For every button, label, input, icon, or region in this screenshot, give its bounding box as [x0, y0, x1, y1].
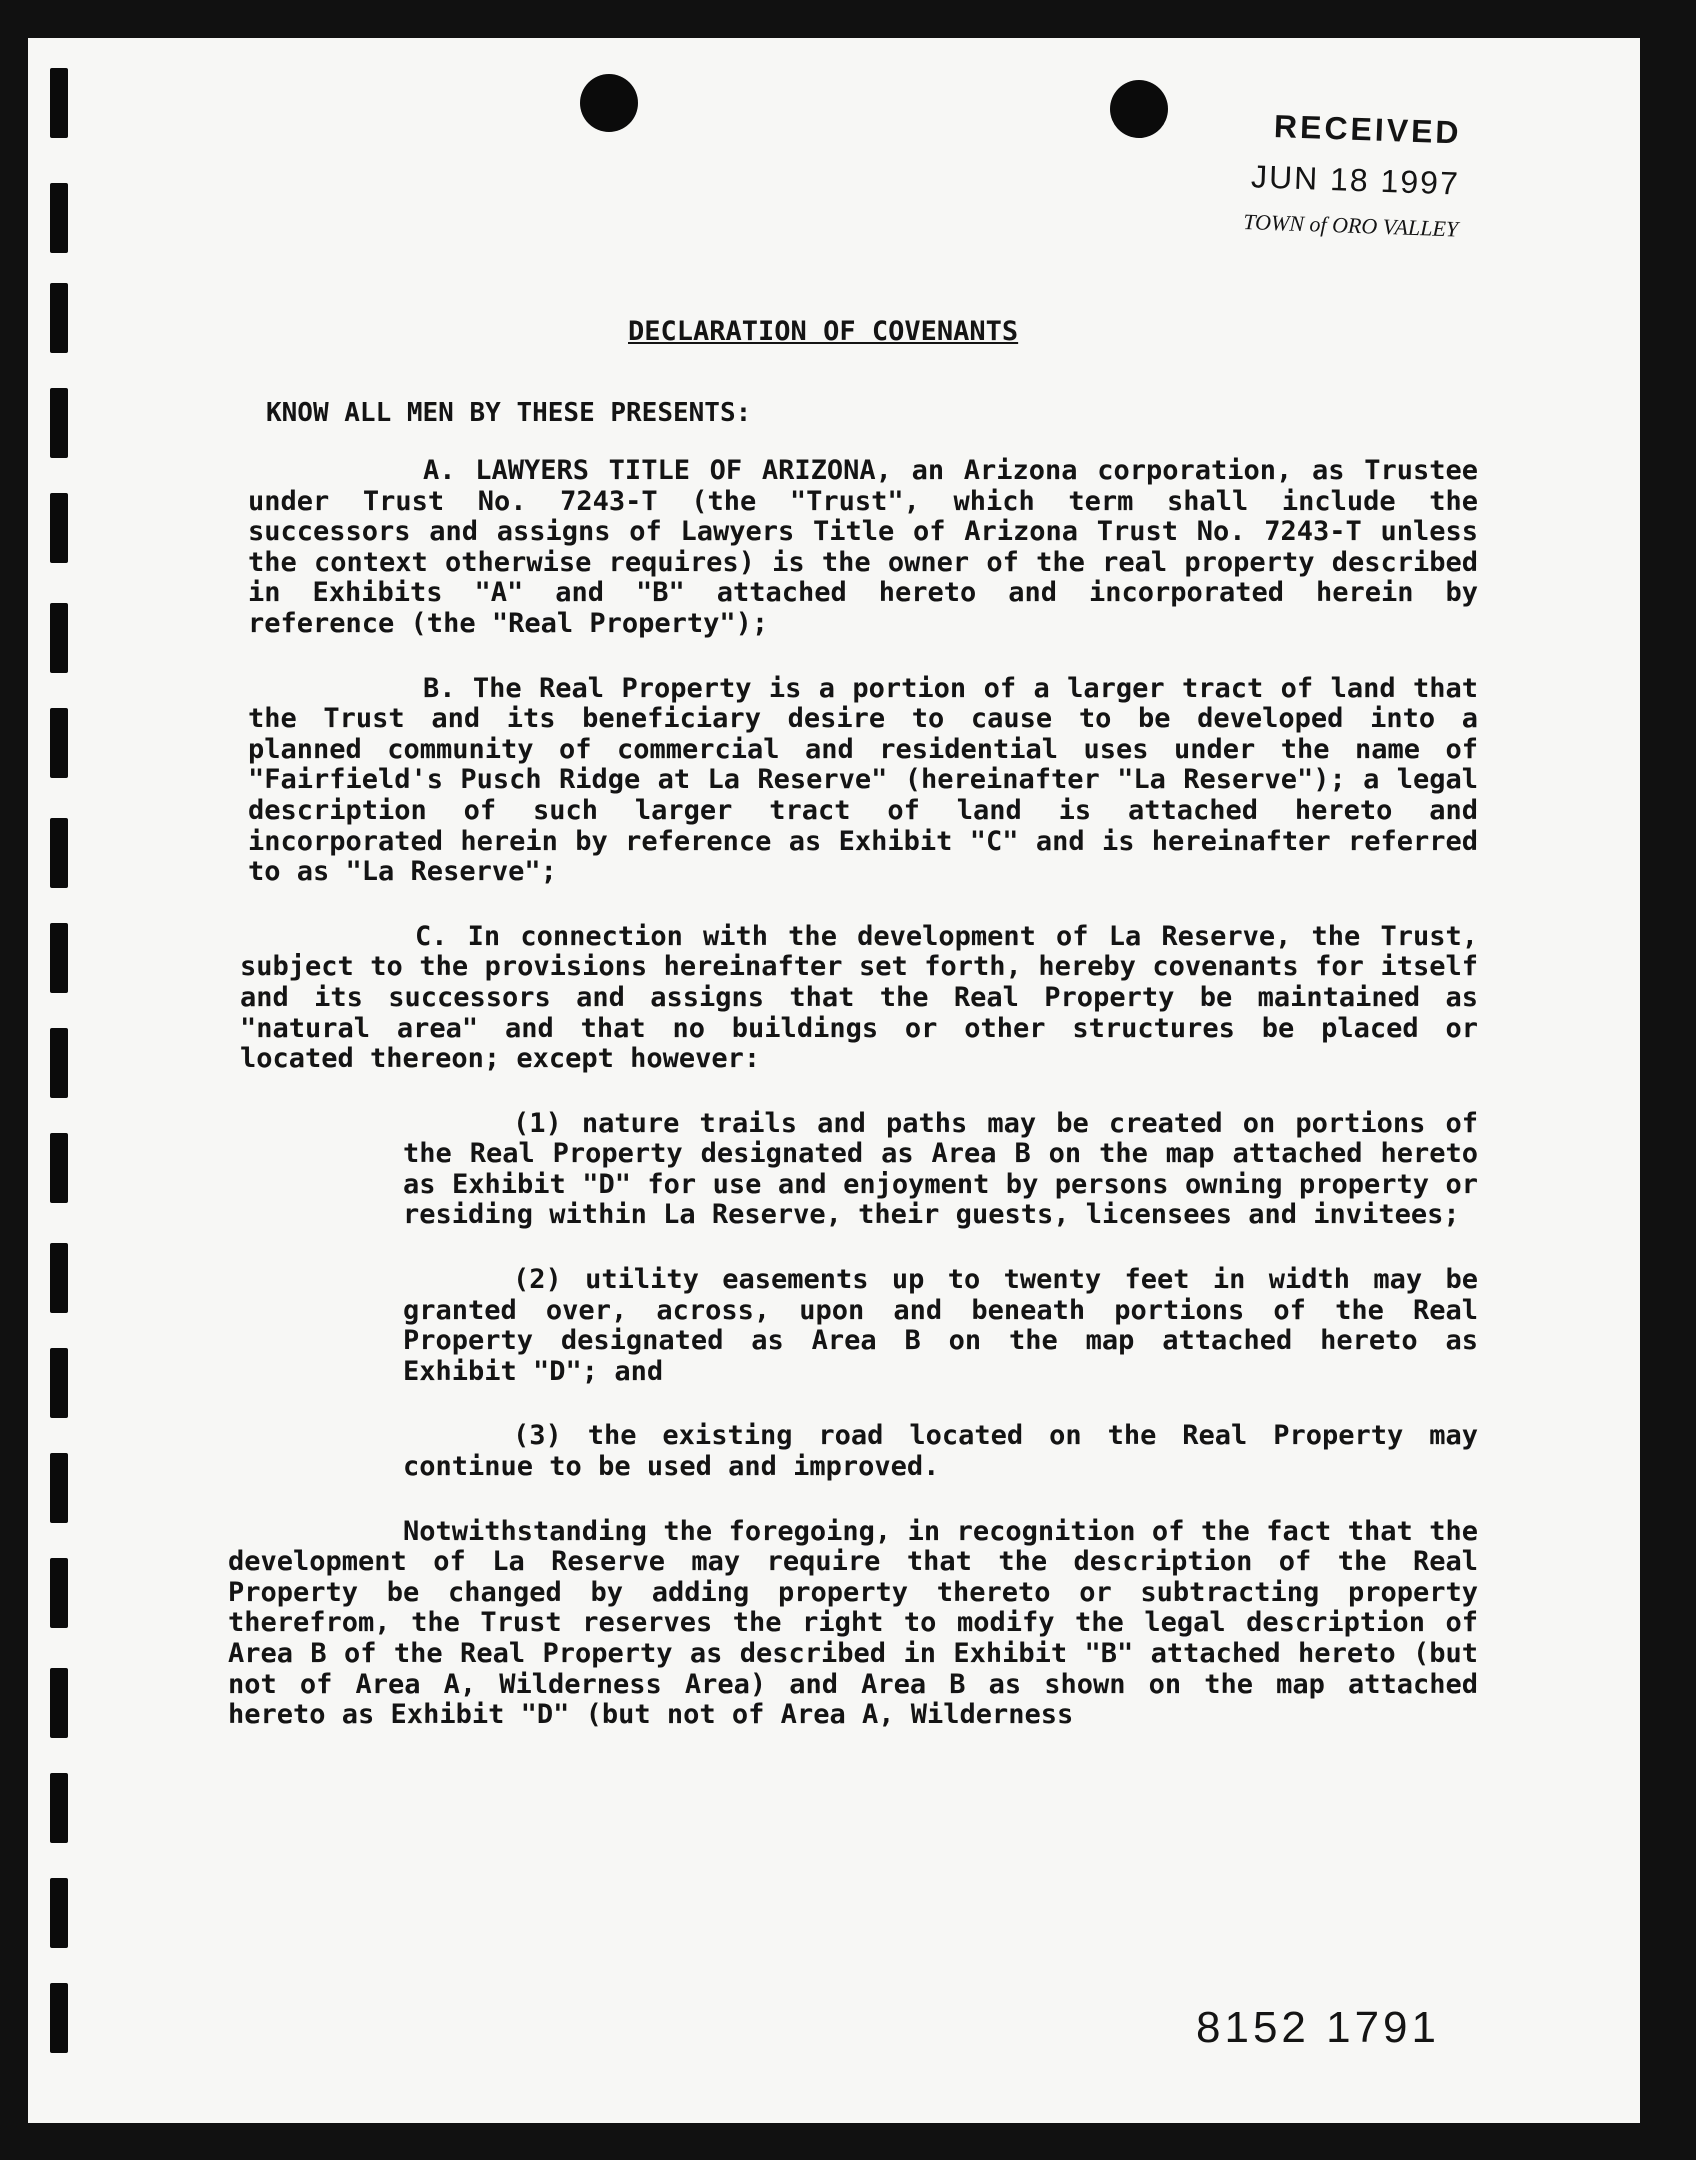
margin-mark	[50, 493, 68, 563]
margin-mark	[50, 603, 68, 673]
margin-mark	[50, 1453, 68, 1523]
margin-mark	[50, 1773, 68, 1843]
paragraph-a: A. LAWYERS TITLE OF ARIZONA, an Arizona corporation, as Trustee under Trust No. 7243-T (the "Trust", which term shall include the successors and assigns of Lawyers Title of Arizona Trust No. 7243-T unless the context otherwise requires) is the owner of the real property described in Exhibits "A" and "B" attached hereto and incorporated herein by reference (the "Real Property");	[248, 455, 1478, 639]
subparagraph-2: (2) utility easements up to twenty feet in width may be granted over, across, upon and beneath portions of the Real Property designated as Area B on the map attached hereto as Exhibit "D"; and	[403, 1264, 1478, 1387]
margin-mark	[50, 1668, 68, 1738]
margin-mark	[50, 1028, 68, 1098]
margin-mark	[50, 283, 68, 353]
page-number: 8152 1791	[1196, 2003, 1440, 2052]
stamp-town: TOWN of ORO VALLEY	[1242, 209, 1459, 242]
received-stamp	[1198, 106, 1462, 243]
margin-mark	[50, 708, 68, 778]
document-title: DECLARATION OF COVENANTS	[628, 316, 1019, 347]
margin-mark	[50, 1878, 68, 1948]
margin-mark	[50, 1348, 68, 1418]
stamp-received: RECEIVED	[1273, 108, 1463, 151]
margin-mark	[50, 923, 68, 993]
intro-line: KNOW ALL MEN BY THESE PRESENTS:	[266, 398, 752, 428]
subparagraph-1: (1) nature trails and paths may be created on portions of the Real Property designated as Area B on the map attached hereto as Exhibit "D" for use and enjoyment by persons owning property or residing within La Reserve, their guests, licensees and invitees;	[403, 1107, 1478, 1231]
margin-mark	[50, 183, 68, 253]
margin-mark	[50, 818, 68, 888]
paragraph-c: C. In connection with the development of La Reserve, the Trust, subject to the provisions hereinafter set forth, hereby covenants for itself and its successors and assigns that the Real Property be maintained as "natural area" and that no buildings or other structures be placed or located thereon; except however:	[240, 920, 1478, 1075]
margin-mark	[50, 68, 68, 138]
margin-mark	[50, 1243, 68, 1313]
punch-hole-right	[1110, 80, 1168, 138]
document-page	[28, 38, 1640, 2123]
paragraph-notwithstanding: Notwithstanding the foregoing, in recognition of the fact that the development of La Reserve may require that the description of the Real Property be changed by adding property thereto or subtracting property therefrom, the Trust reserves the right to modify the legal description of Area B of the Real Property as described in Exhibit "B" attached hereto (but not of Area A, Wilderness Area) and Area B as shown on the map attached hereto as Exhibit "D" (but not of Area A, Wilderness	[228, 1515, 1478, 1731]
subparagraph-3: (3) the existing road located on the Real Property may continue to be used and improved.	[403, 1420, 1478, 1483]
punch-hole-left	[580, 74, 638, 132]
margin-mark	[50, 388, 68, 458]
document-body	[228, 398, 1478, 1731]
margin-mark	[50, 1133, 68, 1203]
margin-mark	[50, 1558, 68, 1628]
stamp-date: JUN 18 1997	[1250, 158, 1461, 202]
margin-mark	[50, 1983, 68, 2053]
paragraph-b: B. The Real Property is a portion of a larger tract of land that the Trust and its beneficiary desire to cause to be developed into a planned community of commercial and residential uses under the name of "Fairfield's Pusch Ridge at La Reserve" (hereinafter "La Reserve"); a legal description of such larger tract of land is attached hereto and incorporated herein by reference as Exhibit "C" and is hereinafter referred to as "La Reserve";	[248, 672, 1478, 888]
